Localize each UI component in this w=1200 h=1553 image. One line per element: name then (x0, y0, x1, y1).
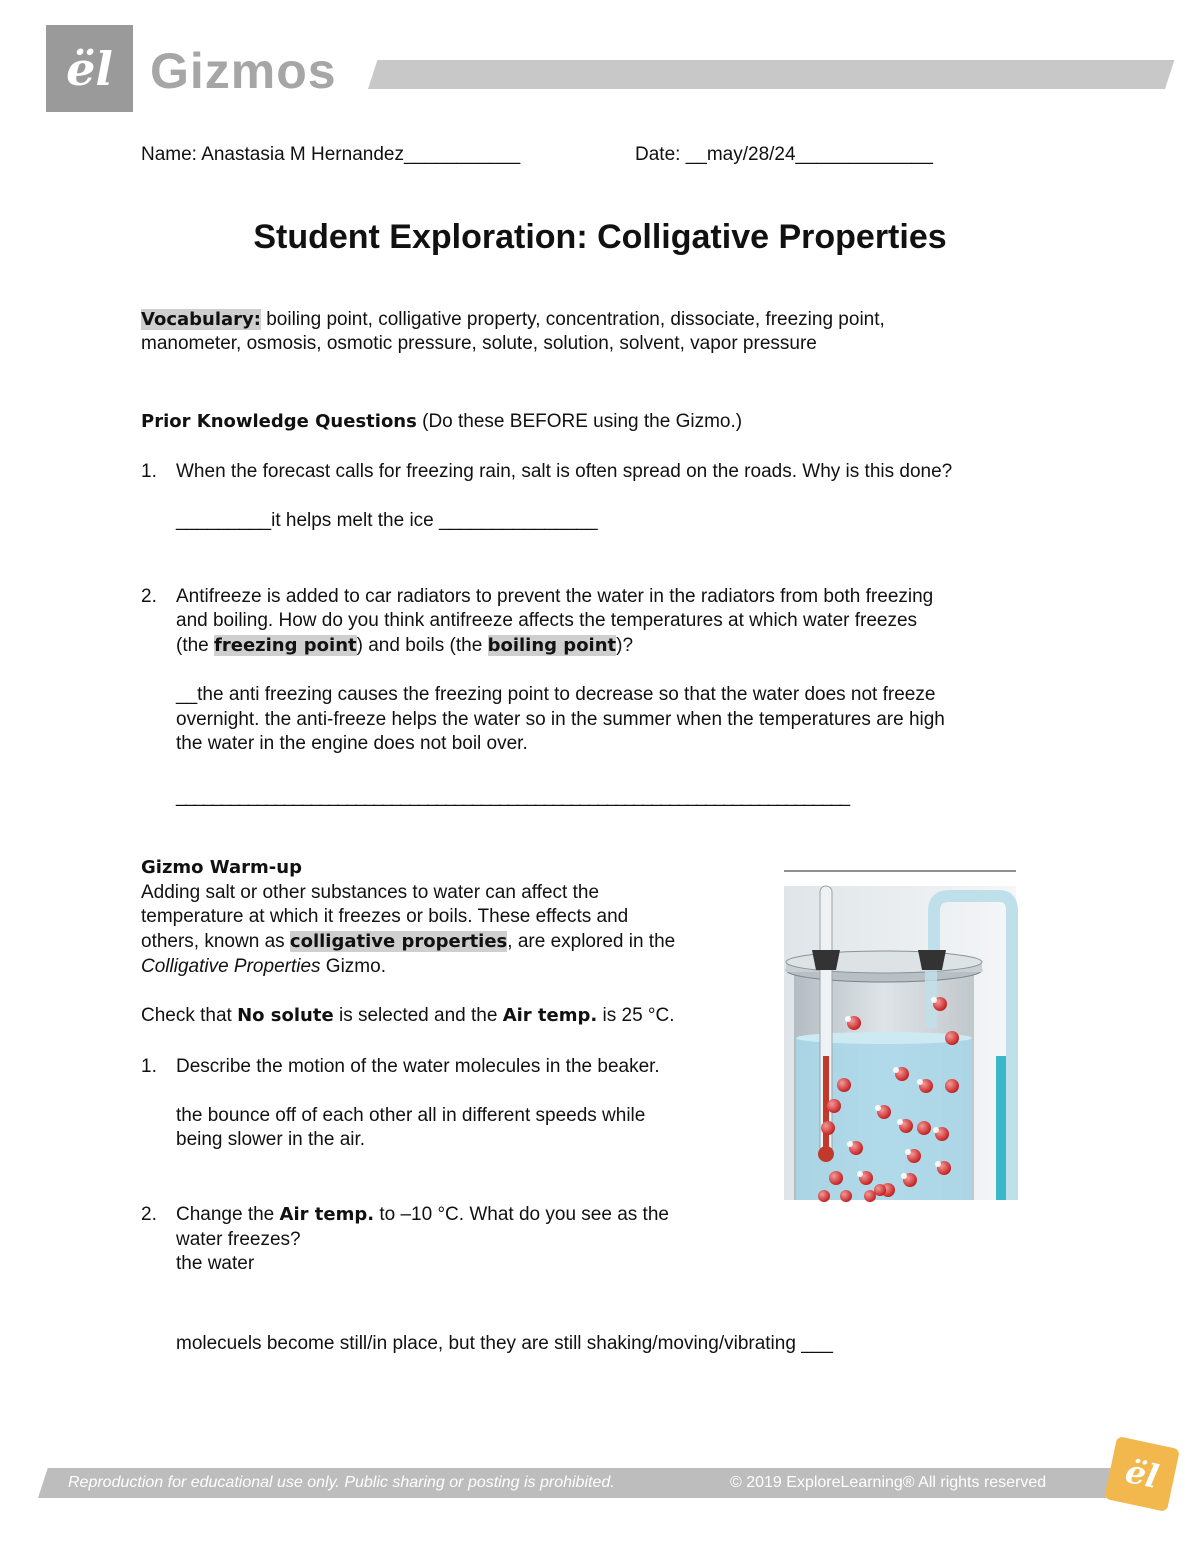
q2w-text-c: to –10 °C. What do you see as the (374, 1204, 669, 1225)
prior-q2-answer-line: ___________________________________________________________________________ (176, 786, 849, 807)
vocabulary-line-2: manometer, osmosis, osmotic pressure, solute, solution, solvent, vapor pressure (141, 333, 817, 354)
prior-q2-line-2: and boiling. How do you think antifreeze affects the temperatures at which water freezes (176, 610, 918, 631)
date-field: Date: __may/28/24_____________ (635, 144, 933, 165)
badge-mark: ël (1122, 1452, 1162, 1496)
q2-text-a: (the (176, 635, 215, 656)
warmup-q2-line-1 (176, 1202, 669, 1227)
q2w-text-a: Change the (176, 1204, 280, 1225)
no-solute-term: No solute (237, 1005, 334, 1026)
prior-q2-answer-2: overnight. the anti-freeze helps the water so in the summer when the temperatures are high (176, 709, 945, 730)
gizmo-name: Colligative Properties (141, 956, 321, 977)
logo-mark: ël (66, 41, 113, 96)
warmup-line-2: temperature at which it freezes or boils. These effects and (141, 906, 629, 927)
air-temp-term: Air temp. (502, 1005, 598, 1026)
warmup-q2-answer-2: molecuels become still/in place, but they are still shaking/moving/vibrating ___ (176, 1333, 833, 1354)
prior-knowledge-heading (141, 409, 742, 434)
check-text-c: is selected and the (333, 1005, 503, 1026)
warmup-q1-answer-1: the bounce off of each other all in different speeds while (176, 1105, 646, 1126)
q2-text-b: ) and boils (the (356, 635, 488, 656)
warmup-q1-answer-2: being slower in the air. (176, 1129, 366, 1150)
warmup-heading-text: Gizmo Warm-up (141, 857, 302, 878)
vocabulary-label: Vocabulary: (141, 309, 261, 330)
term-colligative-properties: colligative properties (289, 931, 508, 952)
warmup-q2-line-2: water freezes? (176, 1229, 301, 1250)
term-boiling-point: boiling point (487, 635, 617, 656)
warmup-q2-number: 2. (141, 1204, 157, 1225)
warmup-line-3 (141, 929, 675, 954)
header-bar (368, 60, 1174, 89)
prior-q2-answer-1: __the anti freezing causes the freezing point to decrease so that the water does not freeze (176, 684, 936, 705)
check-text-a: Check that (141, 1005, 238, 1026)
prior-q1-text: When the forecast calls for freezing rain, salt is often spread on the roads. Why is this done? (176, 461, 953, 482)
warmup-text-c: Gizmo. (320, 956, 386, 977)
explorelearning-badge (1104, 1436, 1180, 1512)
prior-heading-text: Prior Knowledge Questions (141, 411, 417, 432)
warmup-line-1: Adding salt or other substances to water can affect the (141, 882, 600, 903)
warmup-text-a: others, known as (141, 931, 290, 952)
footer-copyright: © 2019 ExploreLearning® All rights reserved (730, 1474, 1047, 1491)
term-freezing-point: freezing point (214, 635, 357, 656)
warmup-q1-number: 1. (141, 1056, 157, 1077)
prior-q2-line-3 (176, 633, 633, 658)
page-title: Student Exploration: Colligative Properties (253, 218, 947, 256)
explorelearning-logo (46, 25, 133, 112)
brand-title: Gizmos (150, 43, 337, 99)
vocabulary-line-1 (141, 307, 885, 332)
footer-notice: Reproduction for educational use only. Public sharing or posting is prohibited. (68, 1474, 615, 1491)
prior-heading-note: (Do these BEFORE using the Gizmo.) (416, 411, 743, 432)
warmup-text-b: , are explored in the (507, 931, 676, 952)
prior-q1-answer: _________it helps melt the ice _______________ (176, 510, 598, 531)
beaker-illustration (784, 866, 1018, 1202)
air-temp-term-2: Air temp. (279, 1204, 375, 1225)
warmup-line-4 (141, 954, 386, 979)
warmup-q2-answer-1: the water (176, 1253, 255, 1274)
prior-q1-number: 1. (141, 461, 157, 482)
prior-q2-answer-3: the water in the engine does not boil over. (176, 733, 528, 754)
warmup-heading (141, 855, 302, 880)
vocabulary-terms-1: boiling point, colligative property, concentration, dissociate, freezing point, (260, 309, 885, 330)
warmup-check (141, 1003, 675, 1028)
q2-text-c: )? (616, 635, 634, 656)
name-field: Name: Anastasia M Hernandez___________ (141, 144, 521, 165)
check-text-d: is 25 °C. (597, 1005, 675, 1026)
warmup-q1-text: Describe the motion of the water molecules in the beaker. (176, 1056, 660, 1077)
prior-q2-line-1: Antifreeze is added to car radiators to prevent the water in the radiators from both freezing (176, 586, 934, 607)
prior-q2-number: 2. (141, 586, 157, 607)
